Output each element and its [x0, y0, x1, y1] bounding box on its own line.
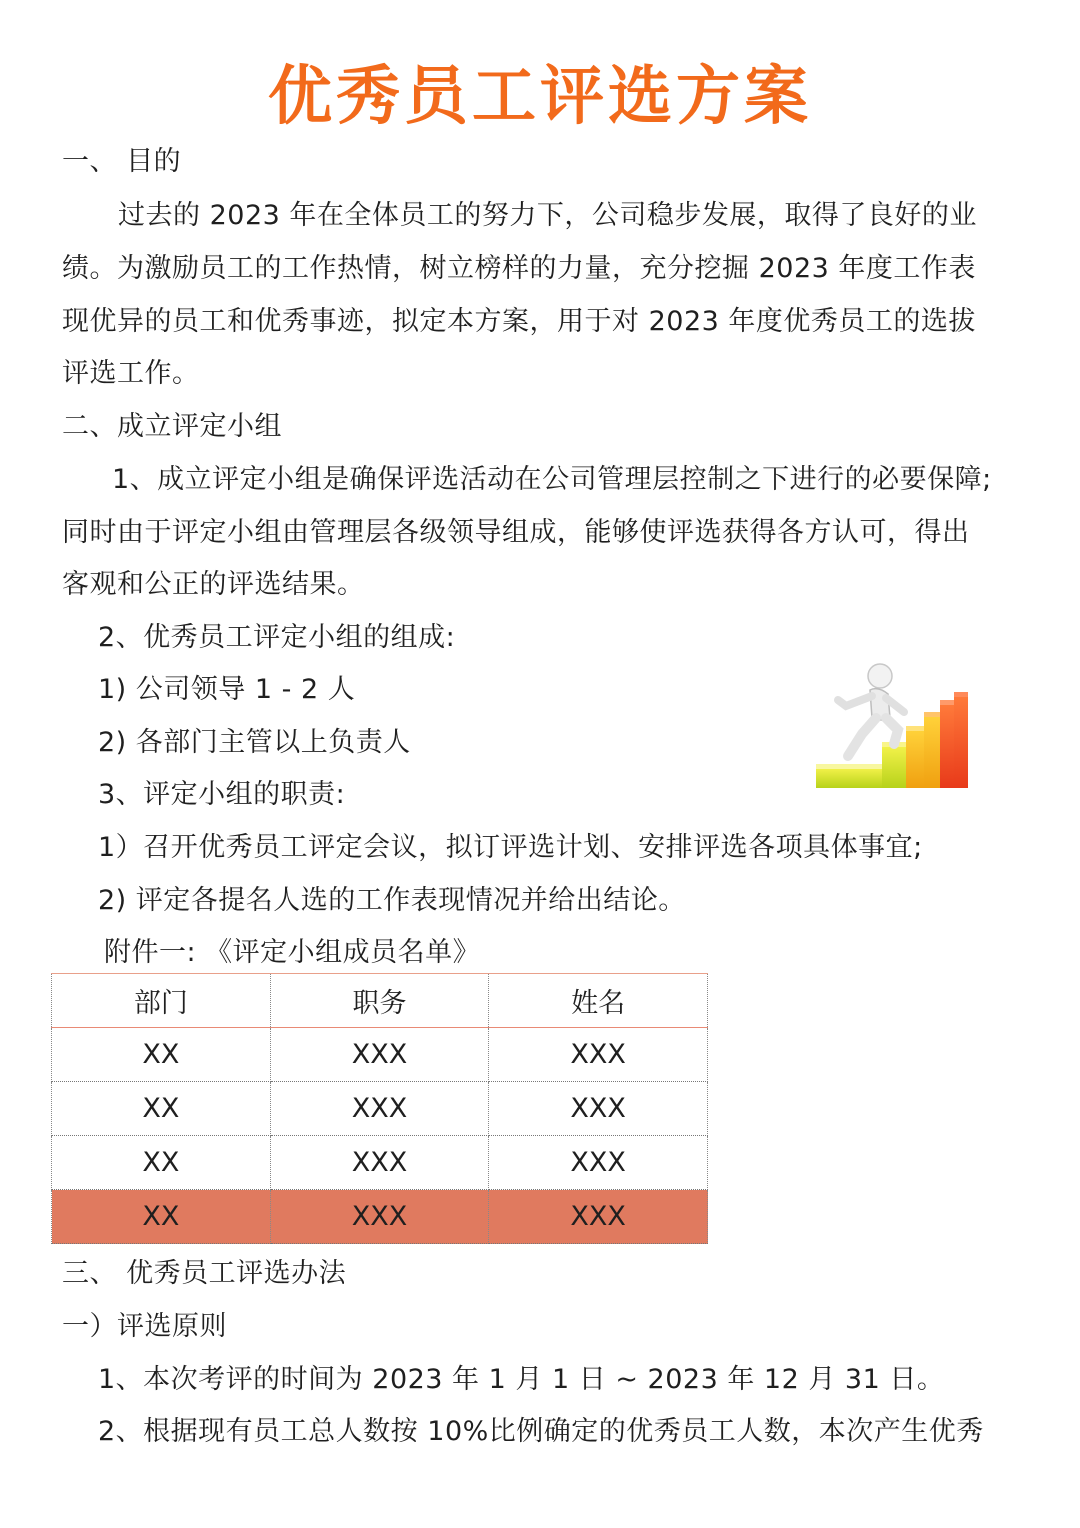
section-3-heading: 三、 优秀员工评选办法 — [62, 1258, 347, 1289]
table-header-row — [52, 974, 708, 1028]
table-row — [52, 1082, 708, 1136]
table-cell: XX — [52, 1028, 271, 1082]
table-cell: XXX — [489, 1028, 708, 1082]
section-3-sub-heading: 一）评选原则 — [62, 1311, 227, 1342]
table-cell: XXX — [270, 1190, 489, 1244]
attachment-label: 附件一: 《评定小组成员名单》 — [104, 937, 481, 968]
composition-item-2: 2) 各部门主管以上负责人 — [98, 727, 411, 758]
table-cell: XXX — [270, 1028, 489, 1082]
section-2-heading: 二、成立评定小组 — [62, 411, 282, 442]
table-cell: XX — [52, 1190, 271, 1244]
table-row — [52, 1136, 708, 1190]
header-name: 姓名 — [489, 974, 708, 1028]
person-climbing-bar-chart-icon — [812, 660, 972, 790]
header-position: 职务 — [270, 974, 489, 1028]
section-1-para-line-1: 过去的 2023 年在全体员工的努力下，公司稳步发展，取得了良好的业 — [118, 200, 977, 231]
section-1-para-line-3: 现优异的员工和优秀事迹，拟定本方案，用于对 2023 年度优秀员工的选拔 — [62, 306, 976, 337]
composition-heading: 2、优秀员工评定小组的组成: — [98, 622, 456, 653]
table-row-highlighted — [52, 1190, 708, 1244]
header-department: 部门 — [52, 974, 271, 1028]
duties-item-2: 2) 评定各提名人选的工作表现情况并给出结论。 — [98, 885, 686, 916]
section-2-para-line-3: 客观和公正的评选结果。 — [62, 569, 365, 600]
duties-item-1: 1）召开优秀员工评定会议，拟订评选计划、安排评选各项具体事宜; — [98, 832, 923, 863]
duties-heading: 3、评定小组的职责: — [98, 779, 346, 810]
table-cell: XXX — [270, 1082, 489, 1136]
section-1-para-line-2: 绩。为激励员工的工作热情，树立榜样的力量，充分挖掘 2023 年度工作表 — [62, 253, 976, 284]
table-cell: XX — [52, 1082, 271, 1136]
table-cell: XXX — [489, 1082, 708, 1136]
section-3-item-1: 1、本次考评的时间为 2023 年 1 月 1 日 ~ 2023 年 12 月 31 日。 — [98, 1364, 945, 1395]
section-1-para-line-4: 评选工作。 — [62, 358, 200, 389]
table-cell: XXX — [270, 1136, 489, 1190]
members-table — [51, 973, 708, 1244]
table-row — [52, 1028, 708, 1082]
section-3-item-2: 2、根据现有员工总人数按 10%比例确定的优秀员工人数，本次产生优秀 — [98, 1416, 984, 1447]
table-cell: XX — [52, 1136, 271, 1190]
section-1-heading: 一、 目的 — [62, 146, 182, 177]
table-cell: XXX — [489, 1190, 708, 1244]
table-cell: XXX — [489, 1136, 708, 1190]
section-2-para-line-1: 1、成立评定小组是确保评选活动在公司管理层控制之下进行的必要保障; — [112, 464, 992, 495]
composition-item-1: 1) 公司领导 1 - 2 人 — [98, 674, 356, 705]
page-title: 优秀员工评选方案 — [268, 59, 812, 134]
section-2-para-line-2: 同时由于评定小组由管理层各级领导组成，能够使评选获得各方认可，得出 — [62, 517, 970, 548]
